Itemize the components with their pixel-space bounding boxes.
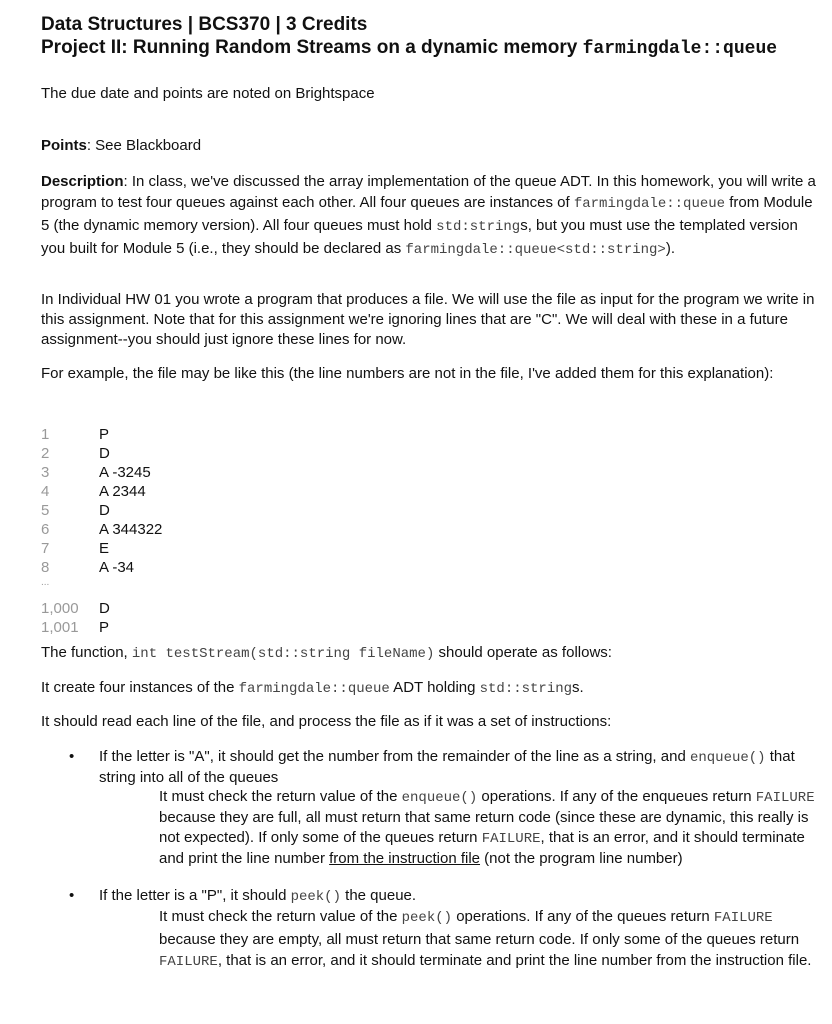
create-text-1: It create four instances of the xyxy=(41,679,239,696)
b1-sub-2: operations. If any of the enqueues return xyxy=(477,788,756,805)
description-text-2: from Module 5 (the dynamic memory version). All four queues must hold xyxy=(41,194,813,234)
b2-code-1: peek() xyxy=(290,889,341,905)
description-text-3: s, but you must use the templated version you built for Module 5 (i.e., they should be declared as xyxy=(41,217,798,257)
create-text-2: ADT holding xyxy=(389,679,480,696)
b1-code-1: enqueue() xyxy=(689,750,766,766)
b2-sub-1: It must check the return value of the xyxy=(159,908,402,925)
b1-sub-underline: from the instruction file xyxy=(329,850,481,867)
example-intro: For example, the file may be like this (the line numbers are not in the file, I've added them for this explanation): xyxy=(41,365,774,382)
listing-line-number: 8 xyxy=(41,559,50,576)
listing-row xyxy=(41,521,341,540)
listing-row xyxy=(41,445,341,464)
listing-line-number: 1,000 xyxy=(41,600,79,617)
create-code-2: std::string xyxy=(479,681,573,697)
listing-line-text: P xyxy=(99,426,110,443)
bullet-dot: • xyxy=(69,748,75,765)
b1-sub-4: , that is an error, and it should terminate and print the line number xyxy=(159,829,805,867)
listing-line-text: D xyxy=(99,502,110,519)
b2-sub-code-3: FAILURE xyxy=(159,954,218,970)
listing-row xyxy=(41,559,341,578)
description-code-2: std:string xyxy=(436,219,521,235)
function-text-2: should operate as follows: xyxy=(434,644,612,661)
listing-line-text: E xyxy=(99,540,110,557)
create-text-3: s. xyxy=(572,679,584,696)
function-text-1: The function, xyxy=(41,644,132,661)
bullet-peek-detail xyxy=(159,906,819,973)
listing-line-text: A -3245 xyxy=(99,464,151,481)
description-text-1: : In class, we've discussed the array implementation of the queue ADT. In this homework, you will write a program to test four queues against each other. All four queues are instances of xyxy=(41,173,816,211)
b2-text-2: the queue. xyxy=(341,887,417,904)
listing-line-text: P xyxy=(99,619,110,636)
b1-text-2: that string into all of the queues xyxy=(99,748,795,786)
title-line-1: Data Structures | BCS370 | 3 Credits xyxy=(41,14,368,35)
b2-sub-code-2: FAILURE xyxy=(713,910,773,926)
listing-row xyxy=(41,426,341,445)
b2-sub-2: operations. If any of the queues return xyxy=(452,908,714,925)
create-line xyxy=(41,678,821,699)
listing-row xyxy=(41,464,341,483)
description-text-4: ). xyxy=(665,240,676,257)
b1-sub-5: (not the program line number) xyxy=(480,850,683,867)
b1-sub-code-1: enqueue() xyxy=(401,790,478,806)
listing-line-text: A 2344 xyxy=(99,483,146,500)
listing-row xyxy=(41,619,341,638)
listing-row xyxy=(41,502,341,521)
listing-row xyxy=(41,483,341,502)
b1-sub-code-2: FAILURE xyxy=(755,790,815,806)
read-line: It should read each line of the file, and process the file as if it was a set of instructions: xyxy=(41,713,612,730)
listing-row xyxy=(41,600,341,619)
b1-sub-3: because they are full, all must return that same return code (since these are dynamic, this really is not expected). If only some of the queues return xyxy=(159,809,809,846)
listing-line-number: 1 xyxy=(41,426,50,443)
listing-line-number: ... xyxy=(41,577,50,588)
b2-sub-code-1: peek() xyxy=(401,910,453,926)
description-label: Description xyxy=(41,173,124,190)
create-code-1: farmingdale::queue xyxy=(238,681,390,697)
listing-line-text: A -34 xyxy=(99,559,135,576)
listing-row xyxy=(41,540,341,559)
description-code-1: farmingdale::queue xyxy=(573,196,726,212)
listing-line-number: 6 xyxy=(41,521,50,538)
b1-text-1: If the letter is "A", it should get the number from the remainder of the line as a string, and xyxy=(99,748,690,765)
points-line xyxy=(41,136,821,156)
listing-line-number: 7 xyxy=(41,540,50,557)
listing-line-number: 3 xyxy=(41,464,50,481)
b2-sub-4: , that is an error, and it should terminate and print the line number from the instruction file. xyxy=(217,952,812,969)
b2-sub-3: because they are empty, all must return that same return code. If only some of the queues return xyxy=(159,931,800,948)
listing-line-text: D xyxy=(99,445,110,462)
description-paragraph xyxy=(41,171,821,261)
title-code: farmingdale::queue xyxy=(582,39,778,59)
b1-sub-1: It must check the return value of the xyxy=(159,788,402,805)
function-line xyxy=(41,643,821,664)
listing-line-number: 4 xyxy=(41,483,50,500)
b1-sub-code-3: FAILURE xyxy=(481,831,541,847)
title-text: Project II: Running Random Streams on a dynamic memory xyxy=(41,37,583,58)
bullet-dot: • xyxy=(69,887,75,904)
listing-line-text: D xyxy=(99,600,110,617)
description-code-3: farmingdale::queue<std::string> xyxy=(405,242,666,258)
points-label: Points xyxy=(41,137,87,154)
function-signature: int testStream(std::string fileName) xyxy=(131,646,435,662)
listing-line-number: 1,001 xyxy=(41,619,79,636)
b2-text-1: If the letter is a "P", it should xyxy=(99,887,291,904)
bullet-enqueue-detail xyxy=(159,787,819,869)
listing-line-number: 5 xyxy=(41,502,50,519)
bullet-enqueue-text xyxy=(99,747,819,788)
due-date-note: The due date and points are noted on Brightspace xyxy=(41,85,375,102)
points-text: : See Blackboard xyxy=(86,137,202,154)
listing-line-number: 2 xyxy=(41,445,50,462)
bullet-peek-text xyxy=(99,886,819,907)
listing-line-text: A 344322 xyxy=(99,521,163,538)
title-line-2 xyxy=(41,37,821,60)
individual-hw-paragraph: In Individual HW 01 you wrote a program that produces a file. We will use the file as input for the program we write in this assignment. Note that for this assignment we're ignoring lines that are "C". We will deal with these in a future assignment--you should just ignore these lines for now. xyxy=(41,291,815,348)
